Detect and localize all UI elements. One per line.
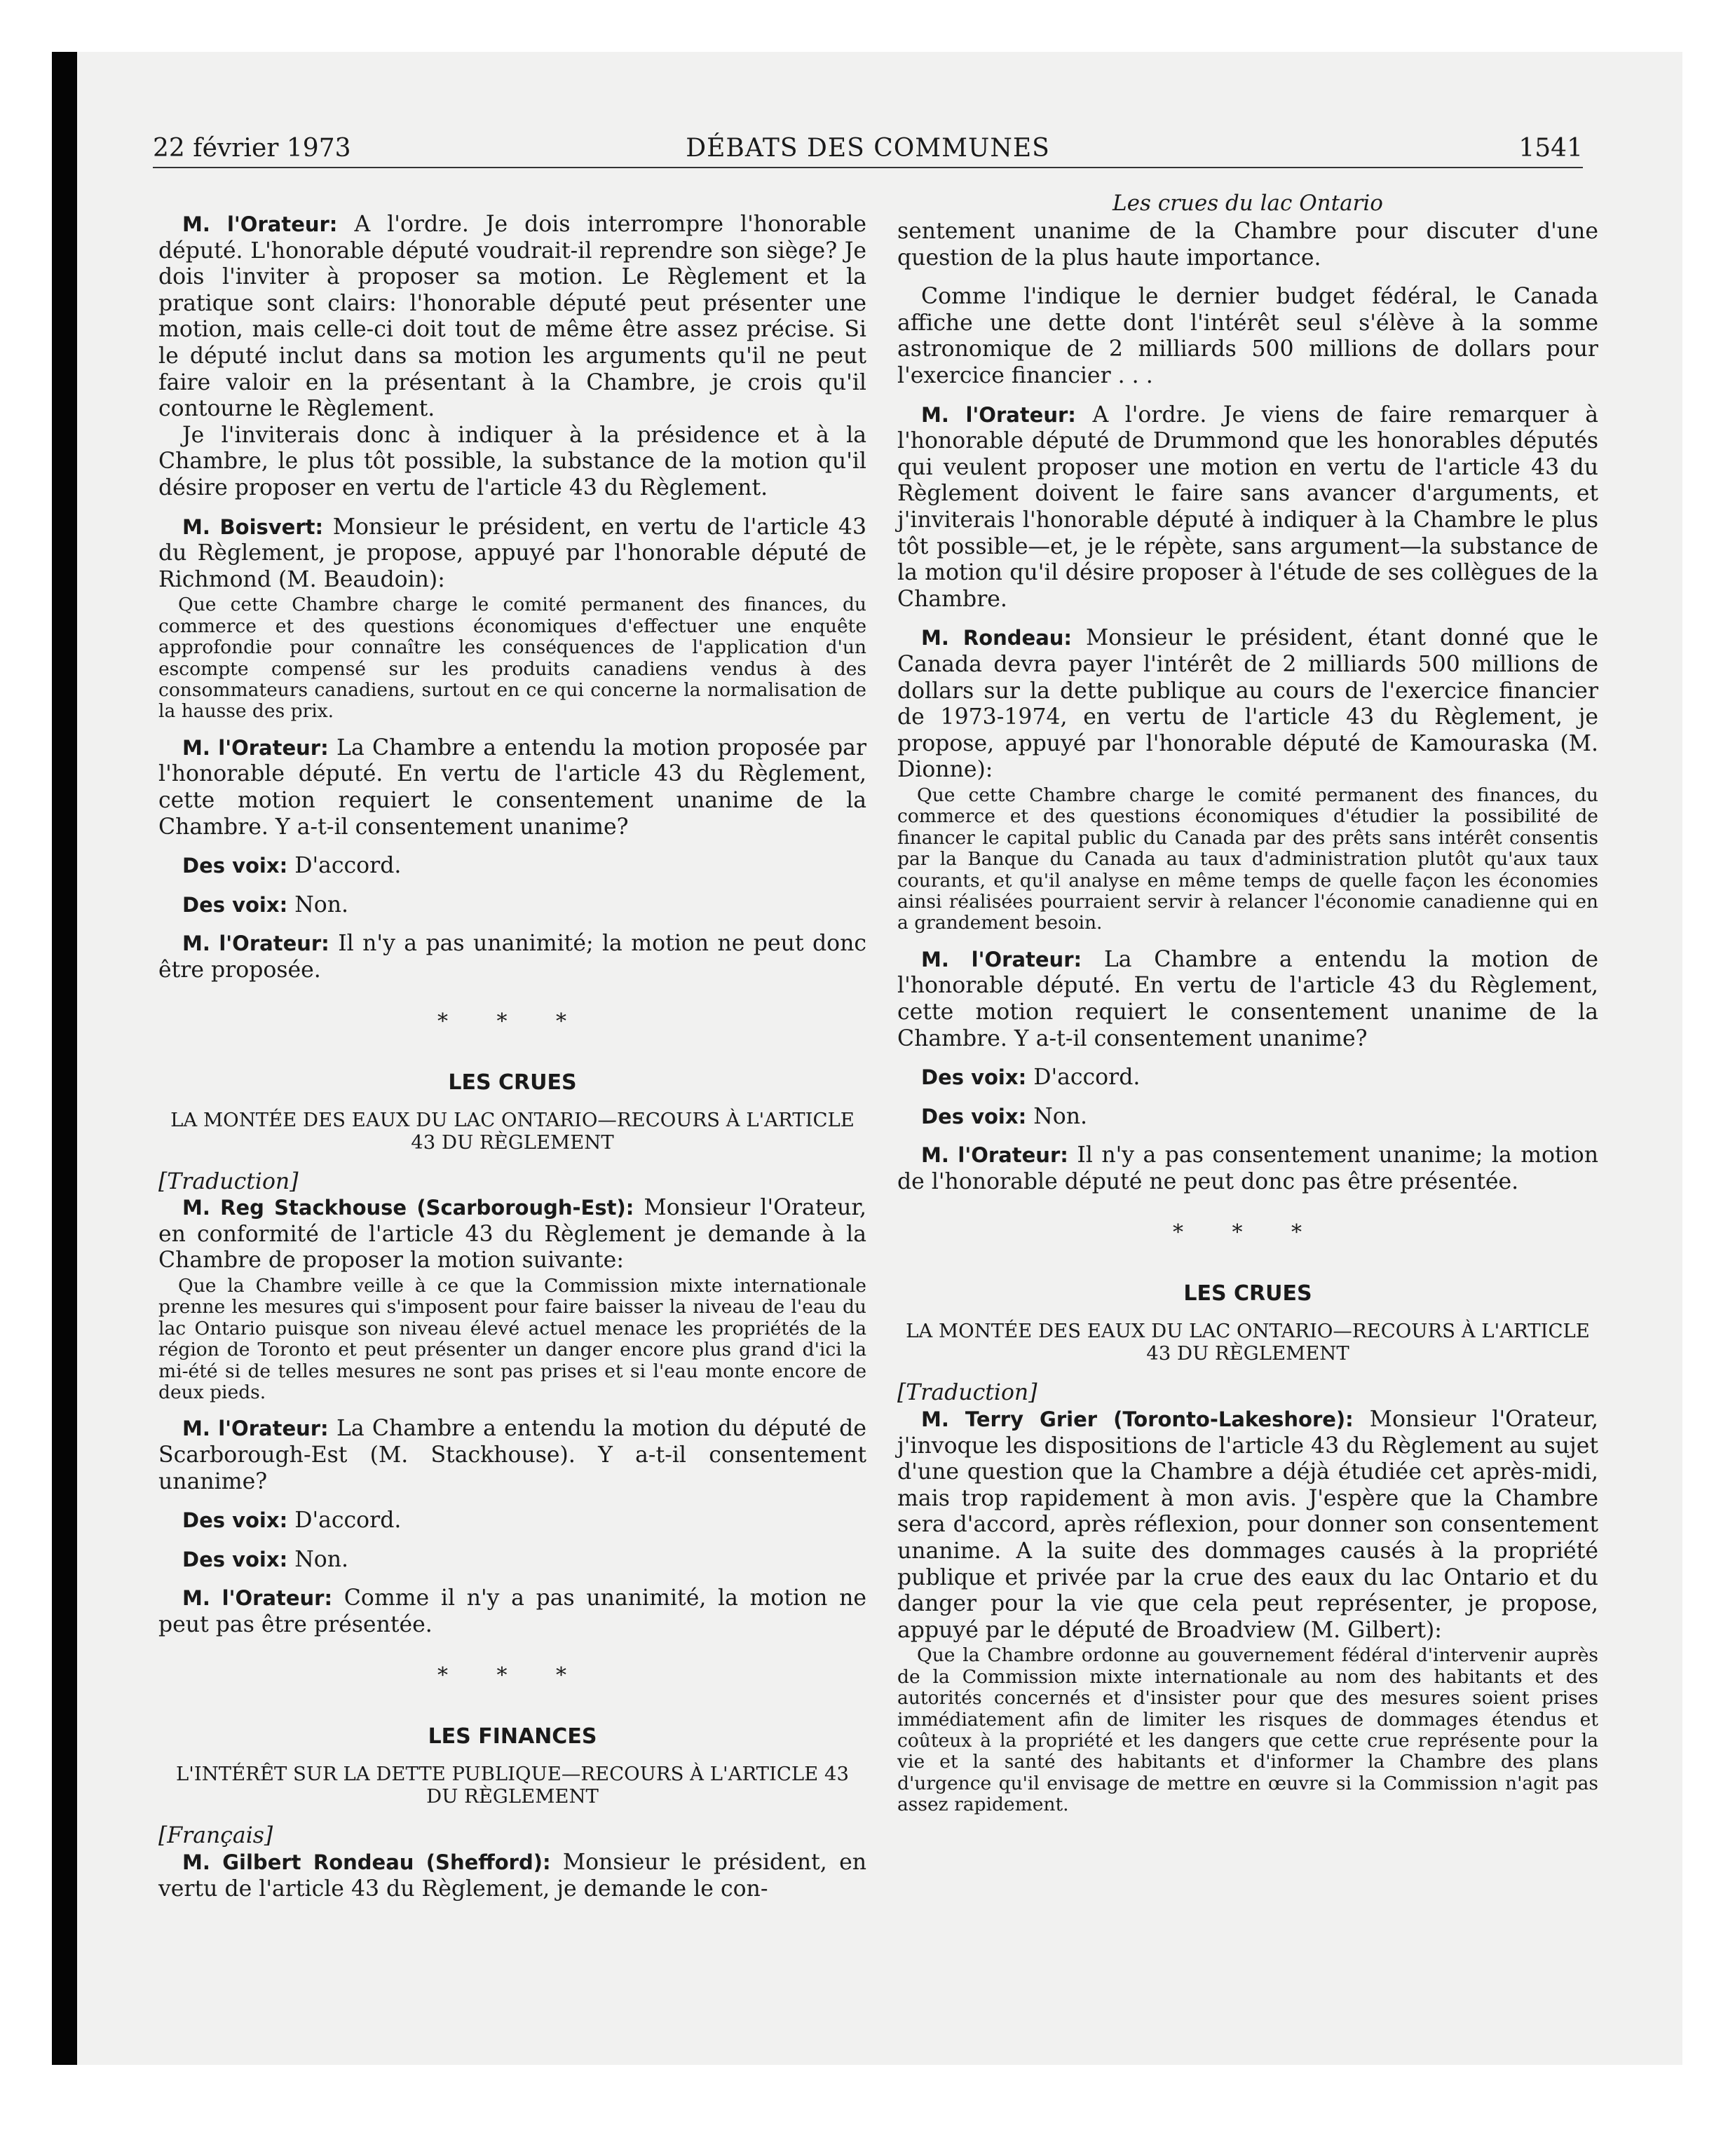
speech-text: Non. bbox=[1033, 1103, 1088, 1129]
paragraph bbox=[897, 284, 1598, 389]
paragraph bbox=[158, 931, 866, 983]
running-head: Les crues du lac Ontario bbox=[1113, 191, 1383, 216]
speaker-name: M. Gilbert Rondeau (Shefford): bbox=[182, 1850, 551, 1875]
section-separator: * * * bbox=[1172, 1220, 1324, 1246]
speaker-name: M. Rondeau: bbox=[921, 626, 1073, 650]
speaker-name: Des voix: bbox=[921, 1104, 1027, 1128]
header-rule bbox=[153, 167, 1583, 168]
paragraph bbox=[158, 212, 866, 423]
speech-text: Il n'y a pas consentement unanime; la motion de l'honorable député ne peut donc pas être présentée. bbox=[897, 1142, 1599, 1194]
motion-quote: Que cette Chambre charge le comité permanent des finances, du commerce et des questions économiques d'étudier la possibilité de financer le capital public du Canada par des prêts sans intérêt consentis par la Banque du Canada au taux d'administration plutôt qu'aux taux courants, et qu'il analyse en même temps de quelle façon les économies ainsi réalisées pourraient servir à relancer l'économie canadienne qui en a grandement besoin. bbox=[897, 784, 1598, 934]
paragraph bbox=[897, 1407, 1598, 1644]
paragraph bbox=[158, 1850, 866, 1902]
left-column bbox=[158, 184, 866, 1902]
speech-text: A l'ordre. Je dois interrompre l'honorable député. L'honorable député voudrait-il reprendre son siège? Je dois l'inviter à proposer sa motion. Le Règlement et la pratique sont clairs: l'honorable député peut présenter une motion, mais celle-ci doit tout de même être assez précise. Si le député inclut dans sa motion les arguments qu'il ne peut faire valoir en la présentant à la Chambre, je crois qu'il contourne le Règlement. bbox=[158, 212, 867, 422]
paragraph bbox=[158, 1508, 866, 1534]
speech-text: D'accord. bbox=[1033, 1065, 1141, 1091]
section-separator: * * * bbox=[437, 1009, 588, 1034]
speaker-name: Des voix: bbox=[182, 854, 288, 878]
paragraph bbox=[897, 1142, 1598, 1195]
speech-text: Non. bbox=[294, 892, 349, 917]
paragraph bbox=[158, 423, 866, 502]
paragraph bbox=[158, 1547, 866, 1574]
speech-text: La Chambre a entendu la motion du député de Scarborough-Est (M. Stackhouse). Y a-t-il consentement unanime? bbox=[158, 1416, 866, 1494]
speaker-name: M. Reg Stackhouse (Scarborough-Est): bbox=[182, 1196, 634, 1220]
speaker-name: M. l'Orateur: bbox=[182, 1417, 329, 1441]
speaker-name: M. Terry Grier (Toronto-Lakeshore): bbox=[921, 1407, 1354, 1432]
speech-text: Monsieur le président, en vertu de l'article 43 du Règlement, je propose, appuyé par l'honorable député de Richmond (M. Beaudoin): bbox=[158, 514, 867, 592]
speech-text: sentement unanime de la Chambre pour discuter d'une question de la plus haute importance. bbox=[897, 219, 1598, 271]
speech-text: Monsieur le président, en vertu de l'article 43 du Règlement, je demande le con- bbox=[158, 1850, 866, 1902]
motion-quote: Que cette Chambre charge le comité permanent des finances, du commerce et des questions économiques d'effectuer une enquête approfondie pour connaître les conséquences de l'application d'un escompte compensé sur les produits canadiens vendus à des consommateurs canadiens, surtout en ce qui concerne la normalisation de la hausse des prix. bbox=[158, 594, 866, 723]
section-separator: * * * bbox=[437, 1663, 588, 1688]
section-subheading: LA MONTÉE DES EAUX DU LAC ONTARIO—RECOURS À L'ARTICLE 43 DU RÈGLEMENT bbox=[170, 1108, 855, 1154]
paragraph bbox=[897, 402, 1598, 613]
section-heading: LES CRUES bbox=[1183, 1281, 1312, 1306]
paragraph bbox=[897, 625, 1598, 784]
scan-edge-bar bbox=[52, 52, 77, 2065]
speech-text: Comme il n'y a pas unanimité, la motion ne peut pas être présentée. bbox=[158, 1585, 866, 1637]
paragraph bbox=[897, 219, 1598, 271]
paragraph bbox=[897, 1065, 1598, 1091]
speaker-name: M. l'Orateur: bbox=[182, 932, 329, 956]
paragraph bbox=[158, 1416, 866, 1495]
page-header bbox=[153, 132, 1583, 171]
section-heading: LES FINANCES bbox=[428, 1724, 597, 1749]
speaker-name: M. l'Orateur: bbox=[921, 947, 1082, 971]
speaker-name: M. l'Orateur: bbox=[182, 735, 329, 760]
header-date: 22 février 1973 bbox=[153, 134, 351, 163]
speech-text: Monsieur l'Orateur, en conformité de l'article 43 du Règlement je demande à la Chambre de proposer la motion suivante: bbox=[158, 1195, 867, 1274]
speech-text: Je l'inviterais donc à indiquer à la présidence et à la Chambre, le plus tôt possible, la substance de la motion qu'il désire proposer en vertu de l'article 43 du Règlement. bbox=[158, 422, 866, 500]
header-title: DÉBATS DES COMMUNES bbox=[686, 134, 1050, 163]
speech-text: La Chambre a entendu la motion de l'honorable député. En vertu de l'article 43 du Règlement, cette motion requiert le consentement unanime de la Chambre. Y a-t-il consentement unanime? bbox=[897, 946, 1599, 1051]
paragraph bbox=[897, 1104, 1598, 1131]
paragraph bbox=[158, 1585, 866, 1638]
paragraph bbox=[158, 1195, 866, 1274]
speaker-name: Des voix: bbox=[182, 1508, 288, 1533]
section-subheading: L'INTÉRÊT SUR LA DETTE PUBLIQUE—RECOURS À L'ARTICLE 43 DU RÈGLEMENT bbox=[176, 1763, 849, 1808]
speech-text: Monsieur le président, étant donné que le Canada devra payer l'intérêt de 2 milliards 500 millions de dollars sur la dette publique au cours de l'exercice financier de 1973-1974, en vertu de l'article 43 du Règlement, je propose, appuyé par l'honorable député de Kamouraska (M. Dionne): bbox=[897, 625, 1599, 783]
section-subheading: LA MONTÉE DES EAUX DU LAC ONTARIO—RECOURS À L'ARTICLE 43 DU RÈGLEMENT bbox=[906, 1320, 1590, 1365]
speaker-name: M. l'Orateur: bbox=[921, 1143, 1068, 1168]
speech-text: Non. bbox=[294, 1546, 349, 1572]
speech-text: Comme l'indique le dernier budget fédéral, le Canada affiche une dette dont l'intérêt seul s'élève à la somme astronomique de 2 milliards 500 millions de dollars pour l'exercice financier . . . bbox=[897, 284, 1598, 388]
paragraph bbox=[158, 735, 866, 840]
paragraph bbox=[158, 892, 866, 919]
motion-quote: Que la Chambre ordonne au gouvernement fédéral d'intervenir auprès de la Commission mixte internationale au nom des habitants et des autorités concernés et d'insister pour que des mesures soient prises immédiatement afin de limiter les risques de dommages étendus et coûteux à la propriété et les dangers que cette crue représente pour la vie et la santé des habitants et d'informer la Chambre des plans d'urgence qu'il envisage de mettre en œuvre si la Commission n'agit pas assez rapidement. bbox=[897, 1644, 1598, 1816]
language-note: [Traduction] bbox=[158, 1168, 299, 1194]
speech-text: Monsieur l'Orateur, j'invoque les dispositions de l'article 43 du Règlement au sujet d'une question que la Chambre a déjà étudiée cet après-midi, mais trop rapidement à mon avis. J'espère que la Chambre sera d'accord, après réflexion, pour donner son consentement unanime. A la suite des dommages causés à la propriété publique et privée par la crue des eaux du lac Ontario et du danger pour la vie que cela peut représenter, je propose, appuyé par le député de Broadview (M. Gilbert): bbox=[897, 1407, 1598, 1643]
motion-quote: Que la Chambre veille à ce que la Commission mixte internationale prenne les mesures qui s'imposent pour faire baisser la niveau de l'eau du lac Ontario puisque son niveau élevé actuel menace les propriétés de la région de Toronto et peut présenter un danger encore plus grand d'ici la mi-été si de telles mesures ne sont pas prises et si l'eau monte encore de deux pieds. bbox=[158, 1274, 866, 1403]
speaker-name: M. l'Orateur: bbox=[921, 402, 1076, 427]
speaker-name: Des voix: bbox=[921, 1065, 1027, 1090]
right-column bbox=[897, 184, 1598, 1826]
speaker-name: Des voix: bbox=[182, 1547, 288, 1571]
speech-text: D'accord. bbox=[294, 1508, 402, 1534]
language-note: [Traduction] bbox=[897, 1380, 1037, 1406]
speech-text: Il n'y a pas unanimité; la motion ne peut donc être proposée. bbox=[158, 931, 867, 983]
header-page-number: 1541 bbox=[1518, 134, 1583, 163]
speech-text: D'accord. bbox=[294, 853, 402, 879]
speaker-name: M. l'Orateur: bbox=[182, 212, 338, 236]
language-note: [Français] bbox=[158, 1823, 273, 1849]
speaker-name: M. Boisvert: bbox=[182, 514, 324, 539]
paragraph bbox=[897, 947, 1598, 1052]
speaker-name: Des voix: bbox=[182, 892, 288, 917]
speech-text: A l'ordre. Je viens de faire remarquer à l'honorable député de Drummond que les honorables députés qui veulent proposer une motion en vertu de l'article 43 du Règlement doivent le faire sans avancer d'arguments, et j'inviterais l'honorable député à indiquer à la Chambre le plus tôt possible—et, je le répète, sans argument—la substance de la motion qu'il désire proposer à l'étude de ses collègues de la Chambre. bbox=[897, 402, 1599, 612]
paragraph bbox=[158, 853, 866, 880]
speech-text: La Chambre a entendu la motion proposée par l'honorable député. En vertu de l'article 43 du Règlement, cette motion requiert le consentement unanime de la Chambre. Y a-t-il consentement unanime? bbox=[158, 735, 867, 840]
section-heading: LES CRUES bbox=[448, 1070, 577, 1095]
paragraph bbox=[158, 514, 866, 594]
speaker-name: M. l'Orateur: bbox=[182, 1586, 333, 1611]
